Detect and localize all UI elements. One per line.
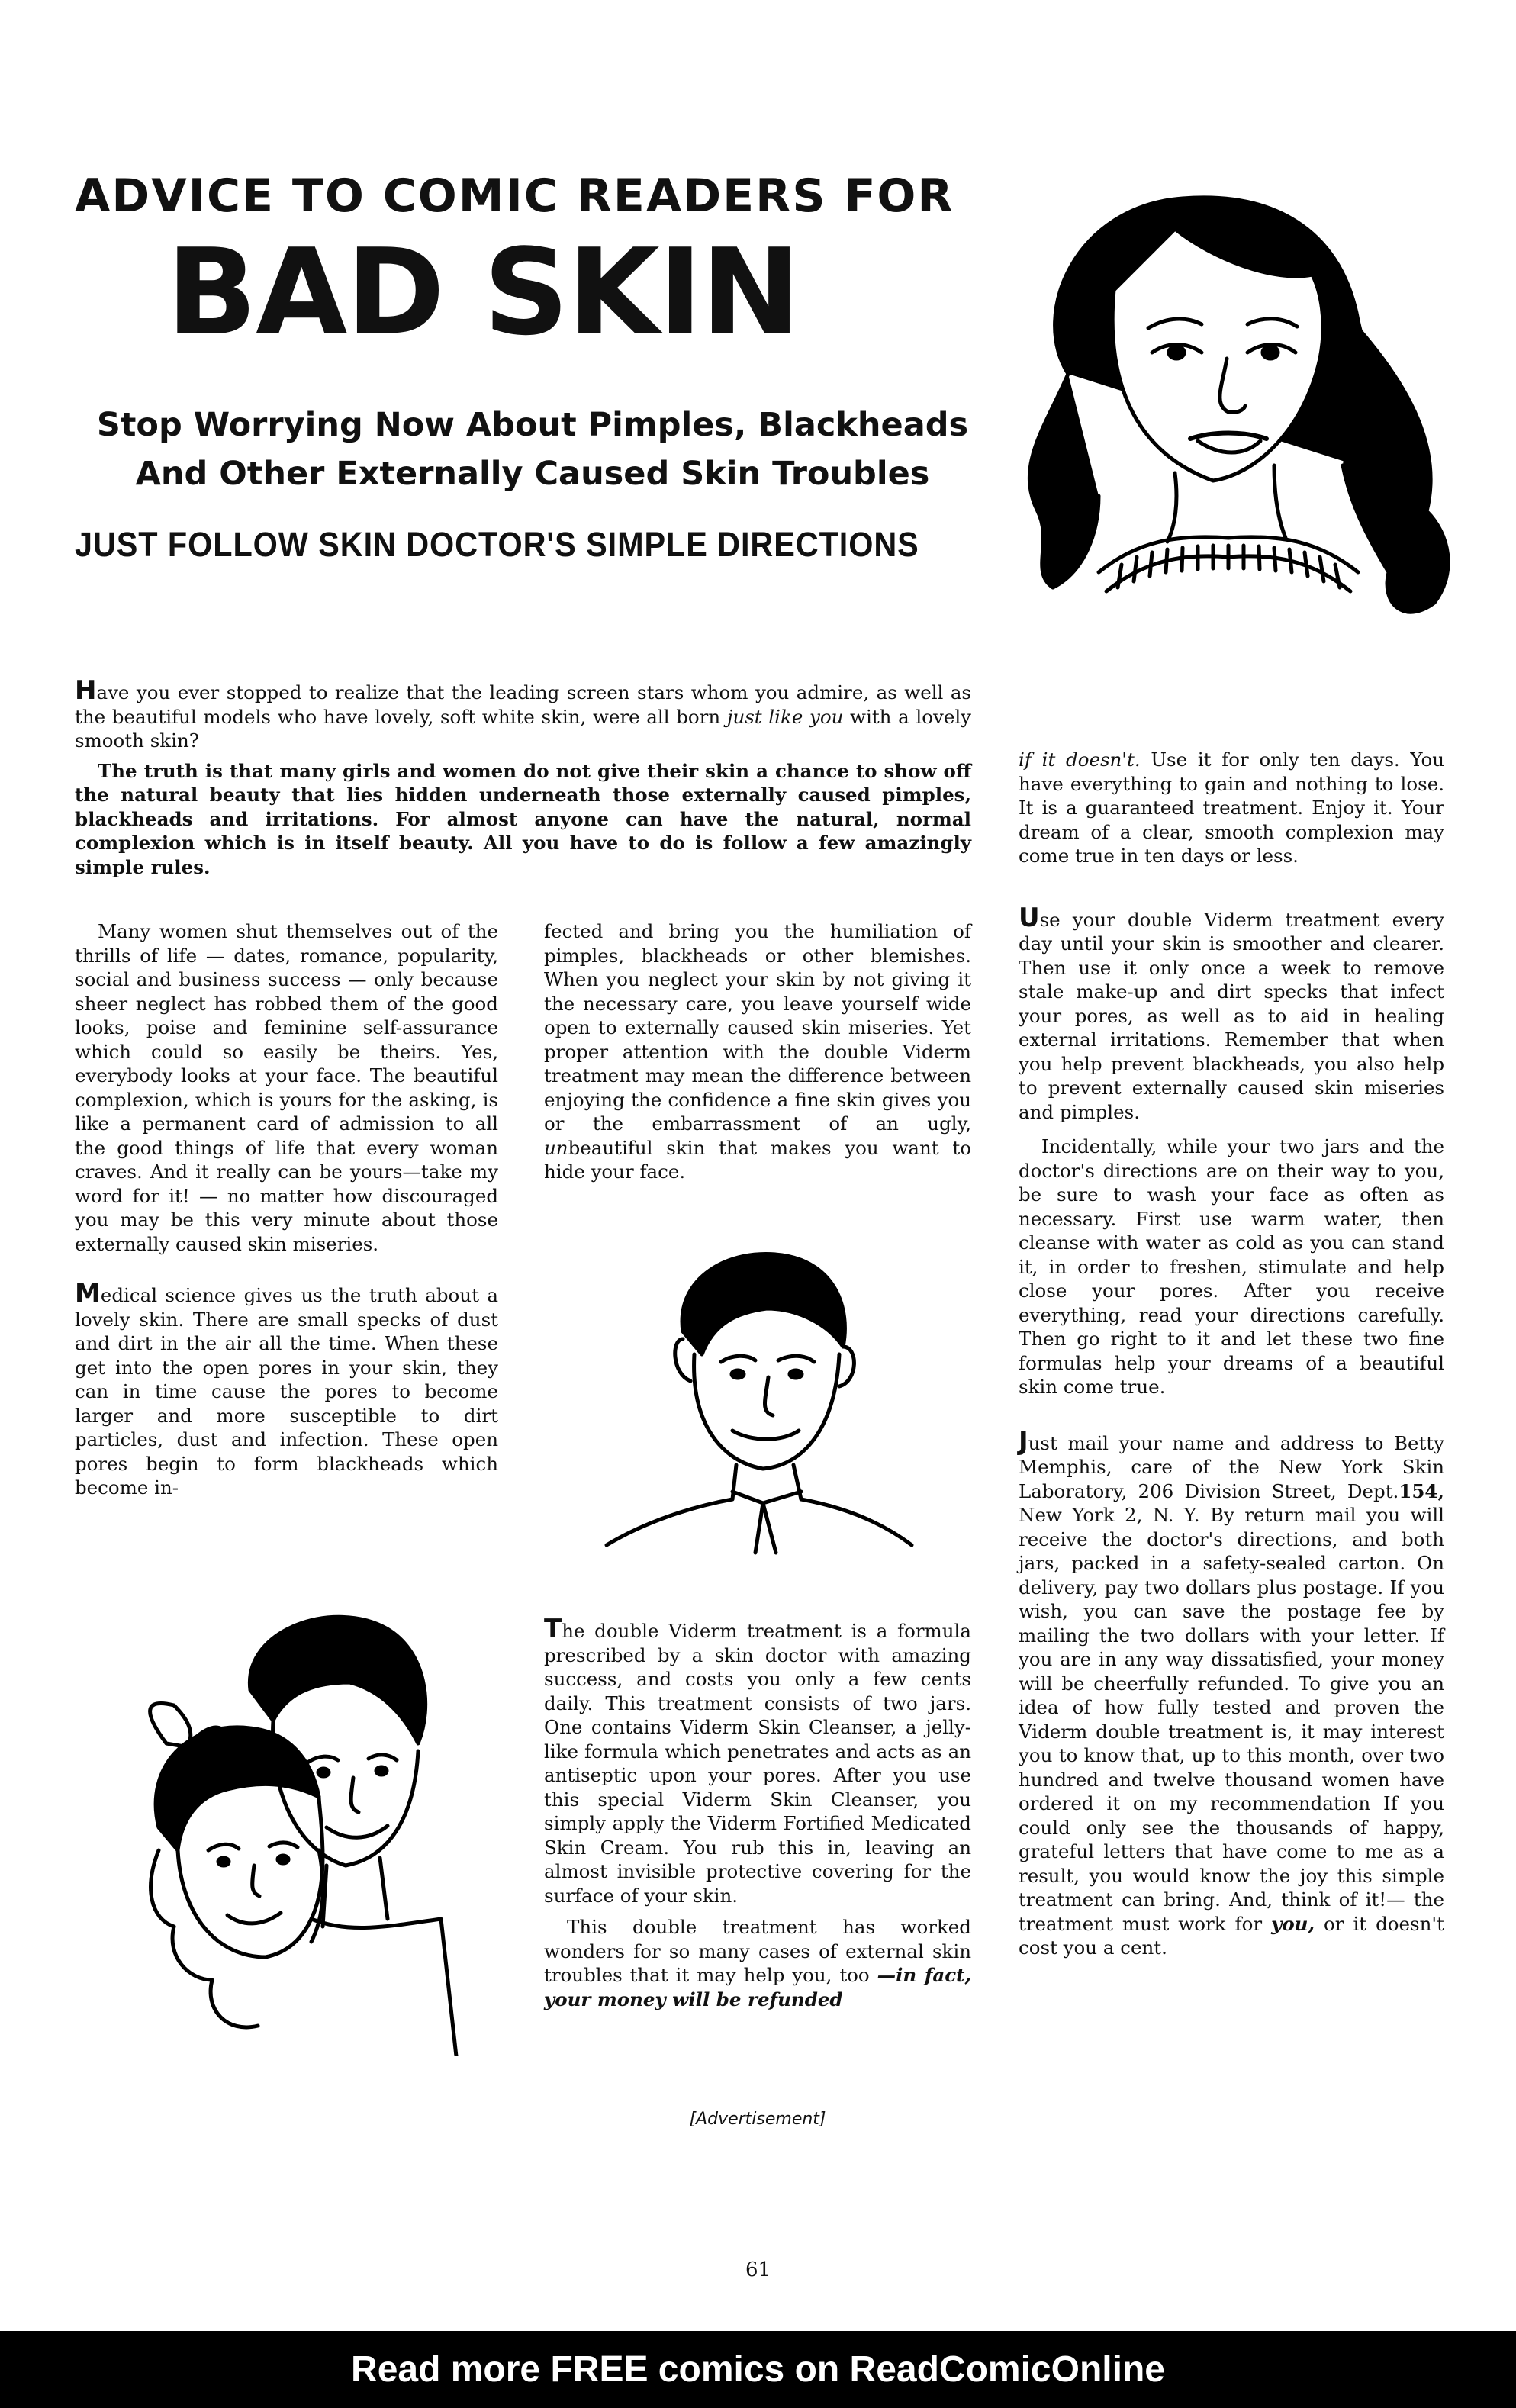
col3-paragraph-2: Incidentally, while your two jars and the doctor's directions are on their way to you, be sure to wash your face as often as necessary. First use warm water, then cleanse with water as cold as you can stand it, in order to freshen, stimulate and help close your pores. After you receive everything, read your directions carefully. Then go right to it and let these two fine formulas help your dreams of a beautiful skin come true. <box>1019 1135 1444 1398</box>
column-1 <box>75 919 498 1500</box>
col2-paragraph-1: fected and bring you the humiliation of pimples, blackheads or other blemishes. When you neglect your skin by not giving it the necessary care, you leave yourself wide open to externally caused skin miseries. Yet proper attention with the double Viderm treatment may mean the difference between enjoying the confidence a fine skin gives you or the embarrassment of an ugly, unbeautiful skin that makes you want to hide your face. <box>544 920 971 1183</box>
footer-banner-link[interactable]: Read more FREE comics on ReadComicOnline <box>0 2331 1516 2408</box>
col3-paragraph-1: Use your double Viderm treatment every day until your skin is smoother and clearer. Then use it only once a week to remove stale make-up and dirt specks that infect your pores, as well as to aid in healing external irritations. Remember that when you help prevent blackheads, you also help to prevent externally caused skin miseries and pimples. <box>1019 902 1444 1123</box>
subheadline-line2: And Other Externally Caused Skin Troubles <box>135 455 930 493</box>
col2-paragraph-3: This double treatment has worked wonders for so many cases of external skin troubles that it may help you, too —in fact, your money will be refunded <box>544 1916 971 2010</box>
subheadline-line1: Stop Worrying Now About Pimples, Blackheads <box>96 406 969 444</box>
column-2-lower <box>544 1614 971 2011</box>
col3-paragraph-3: Just mail your name and address to Betty Memphis, care of the New York Skin Laboratory, 206 Division Street, Dept.154, New York 2, N. Y. By return mail you will receive the doctor's directions, and both jars, packed in a safety-sealed carton. On delivery, pay two dollars plus postage. If you wish, you can save the postage fee by mailing the two dollars with your letter. If you are in any way dissatisfied, your money will be cheerfully refunded. To give you an idea of how fully tested and proven the Viderm double treatment is, it may interest you to know that, up to this month, over two hundred and twelve thousand women have ordered it on my recommendation If you could only see the thousands of happy, grateful letters that have come to me as a result, you would know the joy this simple treatment can bring. And, think of it!— the treatment must work for you, or it doesn't cost you a cent. <box>1019 1425 1444 1959</box>
couple-illustration <box>136 1598 464 2056</box>
subheadline <box>75 401 990 498</box>
col1-paragraph-1: Many women shut themselves out of the thrills of life — dates, romance, popularity, social and business success — only because sheer neglect has robbed them of the good looks, poise and feminine self-assurance which could so easily be theirs. Yes, everybody looks at your face. The beautiful complexion, which is yours for the asking, is like a permanent card of admission to all the good things of life that every woman craves. And it really can be yours—take my word for it! — no matter how discouraged you may be this very minute about those externally caused skin miseries. <box>75 920 498 1255</box>
page-number: 61 <box>745 2258 771 2281</box>
headline-bad-skin: BAD SKIN <box>166 223 800 362</box>
woman-illustration <box>984 175 1473 633</box>
column-2 <box>544 919 971 1184</box>
intro-paragraph-1: Have you ever stopped to realize that the leading screen stars whom you admire, as well as the beautiful models who have lovely, soft white skin, were all born just like you with a lovely smooth skin? <box>75 675 971 752</box>
advertisement-label: [Advertisement] <box>689 2110 826 2129</box>
headline-line1: ADVICE TO COMIC READERS FOR <box>75 169 954 223</box>
column-3 <box>1019 748 1444 1960</box>
col2-paragraph-2: The double Viderm treatment is a formula prescribed by a skin doctor with amazing success, and costs you only a few cents daily. This treatment consists of two jars. One contains Viderm Skin Cleanser, a jelly-like formula which penetrates and acts as an antiseptic upon your pores. After you use this special Viderm Skin Cleanser, you simply apply the Viderm Fortified Medicated Skin Cream. You rub this in, leaving an almost invisible protective covering for the surface of your skin. <box>544 1614 971 1907</box>
man-illustration <box>599 1240 919 1560</box>
col1-paragraph-2: Medical science gives us the truth about a lovely skin. There are small specks of dust and dirt in the air all the time. When these get into the open pores in your skin, they can in time cause the pores to become larger and more susceptible to dirt particles, dust and infection. These open pores begin to form blackheads which become in- <box>75 1278 498 1499</box>
intro-section <box>75 675 971 879</box>
col3-paragraph-0: if it doesn't. Use it for only ten days. You have everything to gain and nothing to lose. It is a guaranteed treatment. Enjoy it. Your dream of a clear, smooth complexion may come true in ten days or less. <box>1019 748 1444 867</box>
intro-paragraph-2: The truth is that many girls and women do not give their skin a chance to show off the natural beauty that lies hidden underneath those externally caused pimples, blackheads and irritations. For almost anyone can have the natural, normal complexion which is in itself beauty. All you have to do is follow a few amazingly simple rules. <box>75 759 971 878</box>
subheadline-directions: JUST FOLLOW SKIN DOCTOR'S SIMPLE DIRECTIONS <box>75 525 919 564</box>
